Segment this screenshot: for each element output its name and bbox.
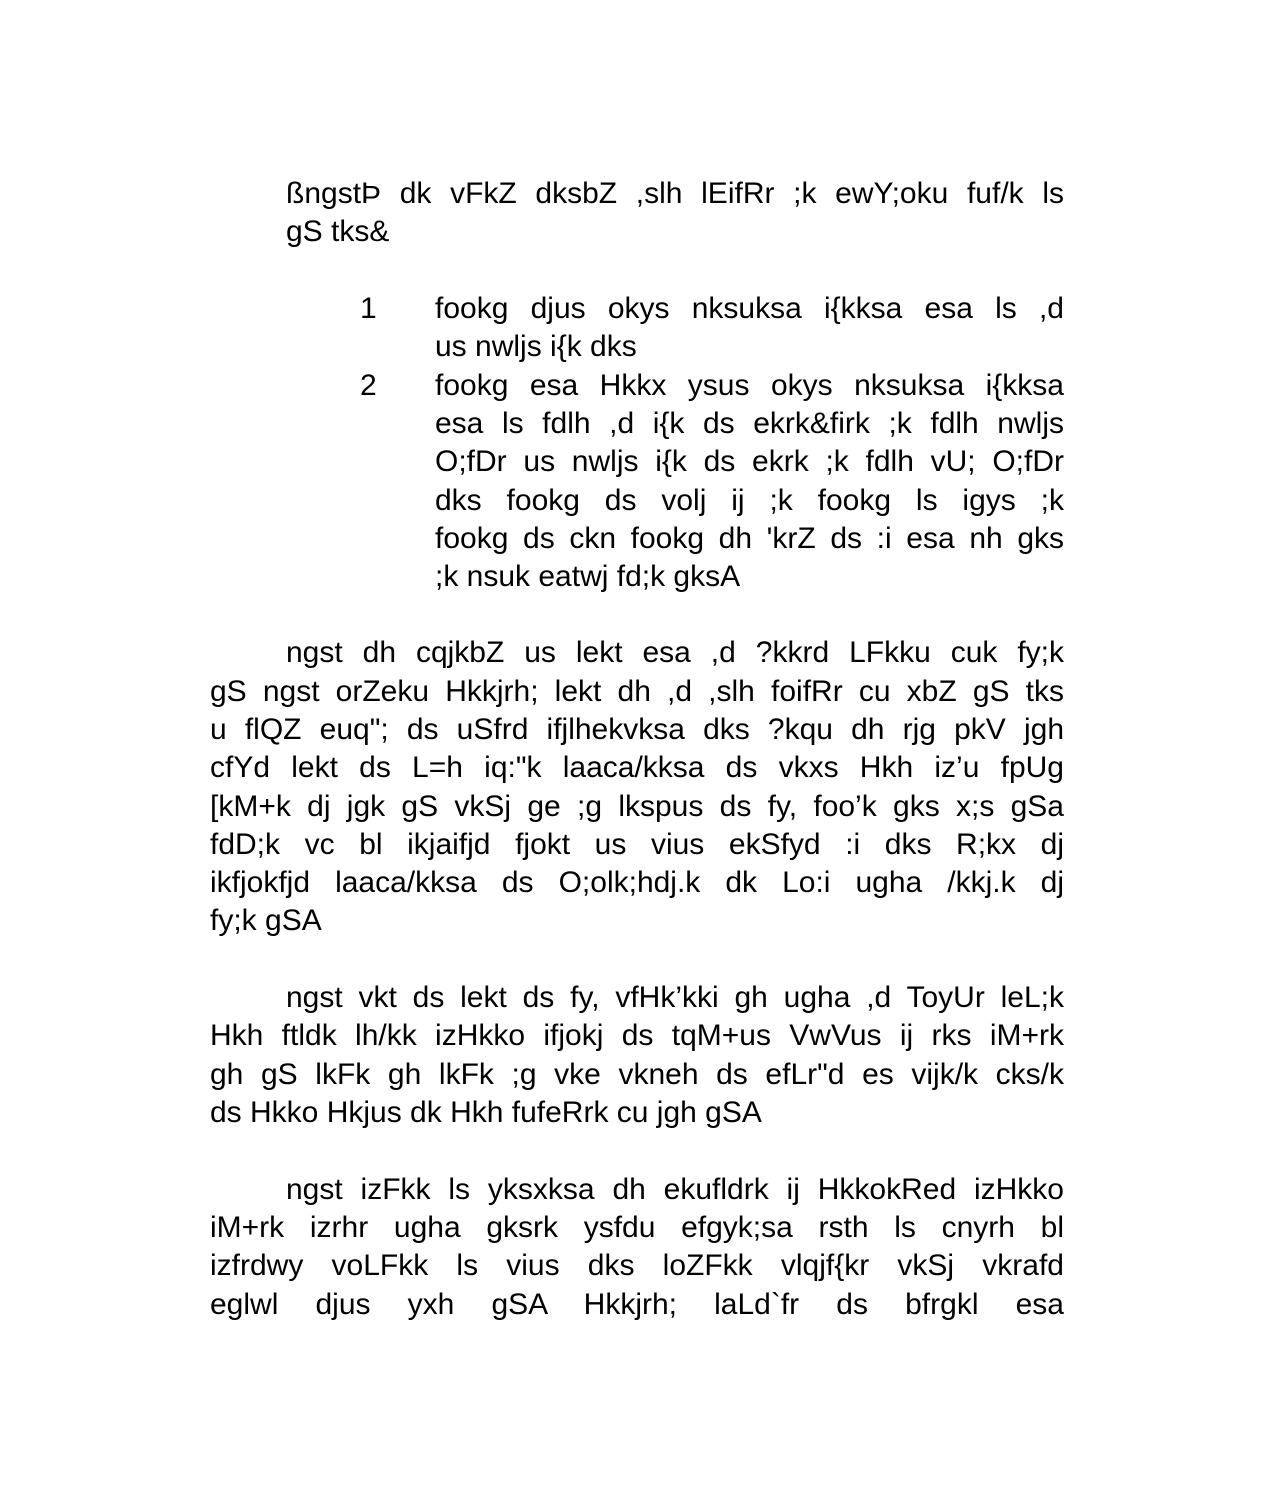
- para-3-line-4: eglwl djus yxh gSA Hkkjrh; laLd`fr ds bfrgkl esa: [210, 1288, 1064, 1321]
- list-item-2-line-2: esa ls fdlh ,d i{k ds ekrk&firk ;k fdlh nwljs: [435, 407, 1064, 440]
- list-item-2-line-6: ;k nsuk eatwj fd;k gksA: [435, 560, 741, 593]
- para-3-line-3: izfrdwy voLFkk ls vius dks loZFkk vlqjf{kr vkSj vkrafd: [210, 1249, 1064, 1282]
- para-3-line-2: iM+rk izrhr ugha gksrk ysfdu efgyk;sa rsth ls cnyrh bl: [210, 1211, 1064, 1244]
- intro-line-2: gS tks&: [286, 215, 390, 248]
- list-item-1-number: 1: [360, 292, 377, 325]
- para-1-line-4: cfYd lekt ds L=h iq:"k laaca/kksa ds vkxs Hkh iz’u fpUg: [210, 751, 1064, 784]
- para-1-line-8: fy;k gSA: [210, 904, 322, 937]
- para-1-line-6: fdD;k vc bl ikjaifjd fjokt us vius ekSfyd :i dks R;kx dj: [210, 828, 1064, 861]
- list-item-2-line-4: dks fookg ds volj ij ;k fookg ls igys ;k: [435, 484, 1064, 517]
- list-item-2-line-1: fookg esa Hkkx ysus okys nksuksa i{kksa: [435, 369, 1064, 402]
- para-1-line-5: [kM+k dj jgk gS vkSj ge ;g lkspus ds fy, foo’k gks x;s gSa: [210, 790, 1064, 823]
- para-2-line-4: ds Hkko Hkjus dk Hkh fufeRrk cu jgh gSA: [210, 1096, 762, 1129]
- para-2-line-1: ngst vkt ds lekt ds fy, vfHk’kki gh ugha ,d ToyUr leL;k: [286, 981, 1064, 1014]
- para-2-line-2: Hkh ftldk lh/kk izHkko ifjokj ds tqM+us VwVus ij rks iM+rk: [210, 1019, 1064, 1052]
- para-1-line-1: ngst dh cqjkbZ us lekt esa ,d ?kkrd LFkku cuk fy;k: [286, 636, 1064, 669]
- para-1-line-2: gS ngst orZeku Hkkjrh; lekt dh ,d ,slh foifRr cu xbZ gS tks: [210, 675, 1064, 708]
- list-item-1-line-1: fookg djus okys nksuksa i{kksa esa ls ,d: [435, 292, 1064, 325]
- para-1-line-7: ikfjokfjd laaca/kksa ds O;olk;hdj.k dk Lo:i ugha /kkj.k dj: [210, 866, 1064, 899]
- list-item-2-number: 2: [360, 369, 377, 402]
- para-2-line-3: gh gS lkFk gh lkFk ;g vke vkneh ds efLr"d es vijk/k cks/k: [210, 1058, 1064, 1091]
- intro-line-1: ßngstÞ dk vFkZ dksbZ ,slh lEifRr ;k ewY;oku fuf/k ls: [286, 177, 1064, 210]
- list-item-2-line-3: O;fDr us nwljs i{k ds ekrk ;k fdlh vU; O;fDr: [435, 445, 1064, 478]
- list-item-2-line-5: fookg ds ckn fookg dh 'krZ ds :i esa nh gks: [435, 522, 1064, 555]
- para-3-line-1: ngst izFkk ls yksxksa dh ekufldrk ij HkkokRed izHkko: [286, 1173, 1064, 1206]
- para-1-line-3: u flQZ euq"; ds uSfrd ifjlhekvksa dks ?kqu dh rjg pkV jgh: [210, 713, 1064, 746]
- list-item-1-line-2: us nwljs i{k dks: [435, 330, 637, 363]
